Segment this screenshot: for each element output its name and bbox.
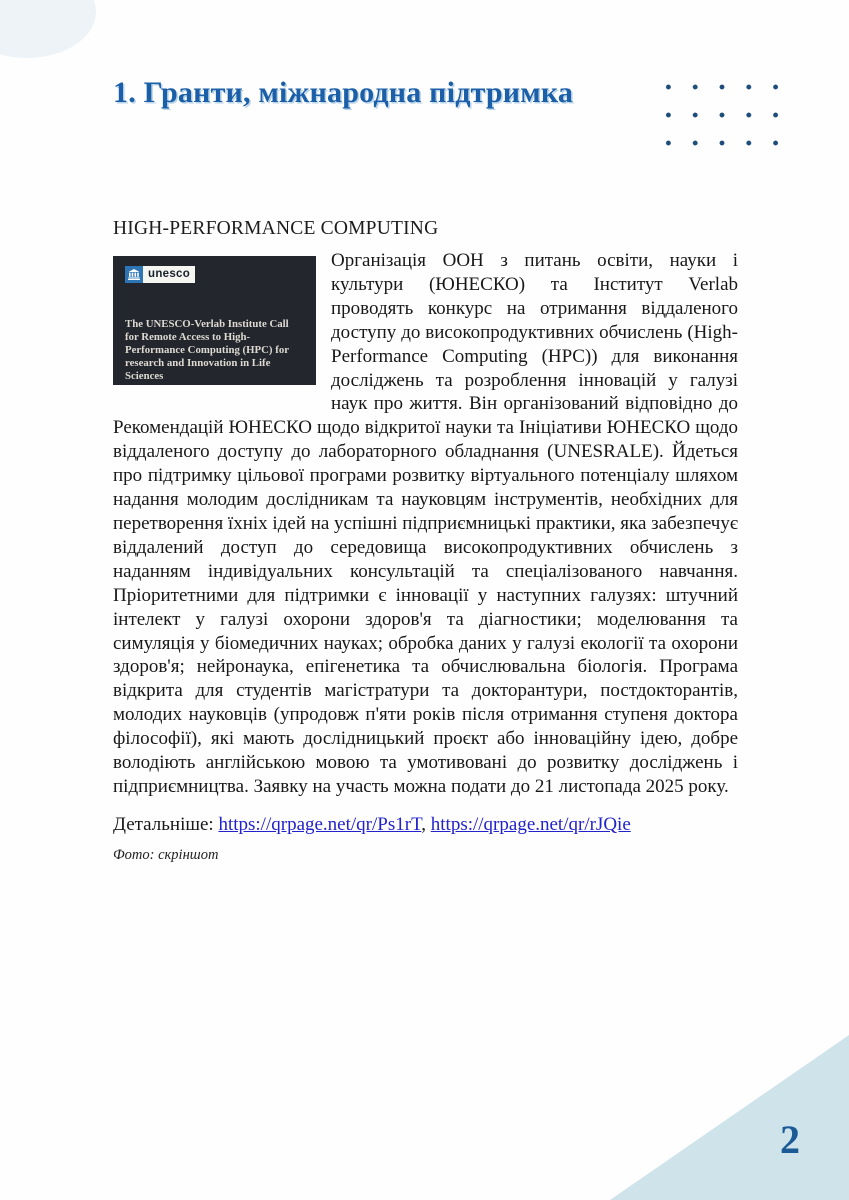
article-heading: HIGH-PERFORMANCE COMPUTING (113, 218, 439, 239)
photo-credit: Фото: скріншот (113, 846, 219, 863)
details-line (113, 813, 738, 837)
details-label: Детальніше: (113, 813, 219, 835)
unesco-logo (125, 266, 195, 283)
corner-triangle-decoration (610, 1035, 849, 1200)
page-number: 2 (780, 1117, 800, 1162)
unesco-promo-image (113, 256, 316, 385)
dots-ornament (653, 71, 793, 161)
article-body-wrap (113, 249, 738, 799)
figure-caption: The UNESCO-Verlab Institute Call for Remote Access to High-Performance Computing (HPC) for research and Innovation in Life Sciences (125, 318, 289, 382)
article-body-text: Організація ООН з питань освіти, науки і культури (ЮНЕСКО) та Інститут Verlab проводять конкурс на отримання віддаленого доступу до високопродуктивних обчислень (High-Performance Computing (HPC)) для виконання досліджень та розроблення інновацій у галузі наук про життя. Він організований відповідно до Рекомендацій ЮНЕСКО щодо відкритої науки та Ініціативи ЮНЕСКО щодо віддаленого доступу до лабораторного обладнання (UNESRALE). Йдеться про підтримку цільової програми розвитку віртуального потенціалу шляхом надання молодим дослідникам та науковцям інструментів, необхідних для перетворення їхніх ідей на успішні підприємницькі практики, яка забезпечує віддалений доступ до середовища високопродуктивних обчислень з наданням індивідуальних консультацій та спеціалізованого навчання. Пріоритетними для підтримки є інновації у наступних галузях: штучний інтелект у галузі охорони здоров'я та діагностики; моделювання та симуляція у біомедичних науках; обробка даних у галузі екології та охорони здоров'я; нейронаука, епігенетика та обчислювальна біологія. Програма відкрита для студентів магістратури та докторантури, постдокторантів, молодих науковців (упродовж п'яти років після отримання ступеня доктора філософії), які мають дослідницький проєкт або інноваційну ідею, добре володіють англійською мовою та умотивовані до розвитку досліджень і підприємництва. Заявку на участь можна подати до 21 листопада 2025 року. (113, 250, 739, 797)
article (113, 218, 738, 864)
temple-icon (125, 266, 143, 283)
page-title: 1. Гранти, міжнародна підтримка (113, 76, 574, 109)
corner-decoration (0, 0, 96, 58)
unesco-logo-label: unesco (143, 266, 195, 283)
details-link-2[interactable]: https://qrpage.net/qr/rJQie (430, 813, 631, 835)
details-link-1[interactable]: https://qrpage.net/qr/Ps1rT (218, 813, 422, 835)
link-separator: , (421, 813, 431, 835)
